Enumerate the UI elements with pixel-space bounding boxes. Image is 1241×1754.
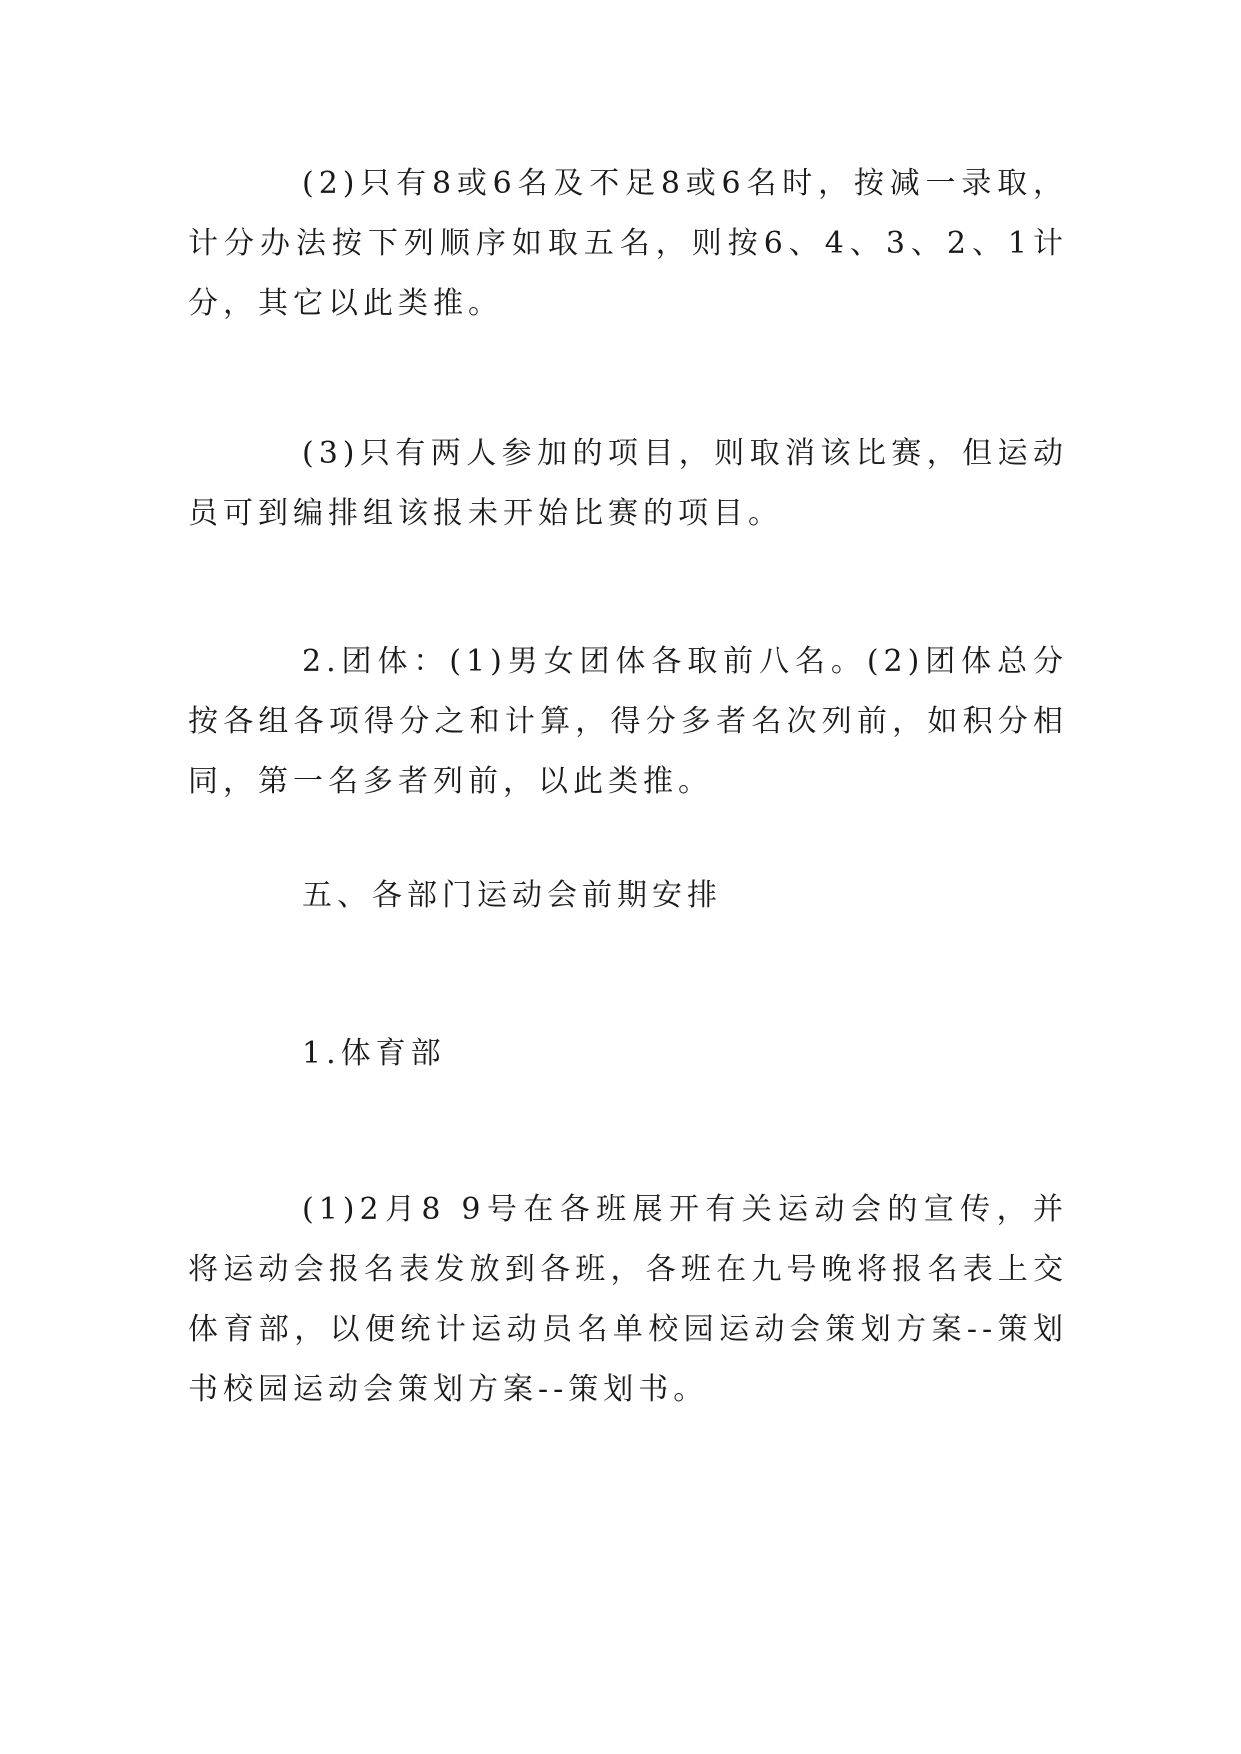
paragraph-scoring-rule-3: (3)只有两人参加的项目，则取消该比赛，但运动员可到编排组该报未开始比赛的项目。 [188,436,1068,531]
paragraph-sports-dept-item-1: (1)2月8 9号在各班展开有关运动会的宣传，并将运动会报名表发放到各班，各班在九号晚将报名表上交体育部，以便统计运动员名单校园运动会策划方案--策划书校园运动会策划方案--策划书。 [188,1192,1068,1407]
subsection-heading-sports-dept: 1.体育部 [302,1036,446,1071]
paragraph-scoring-rule-2: (2)只有8或6名及不足8或6名时，按减一录取，计分办法按下列顺序如取五名，则按6、4、3、2、1计分，其它以此类推。 [188,166,1068,321]
section-heading-five: 五、各部门运动会前期安排 [302,878,722,913]
paragraph-team-scoring: 2.团体：(1)男女团体各取前八名。(2)团体总分按各组各项得分之和计算，得分多者名次列前，如积分相同，第一名多者列前，以此类推。 [188,644,1068,799]
